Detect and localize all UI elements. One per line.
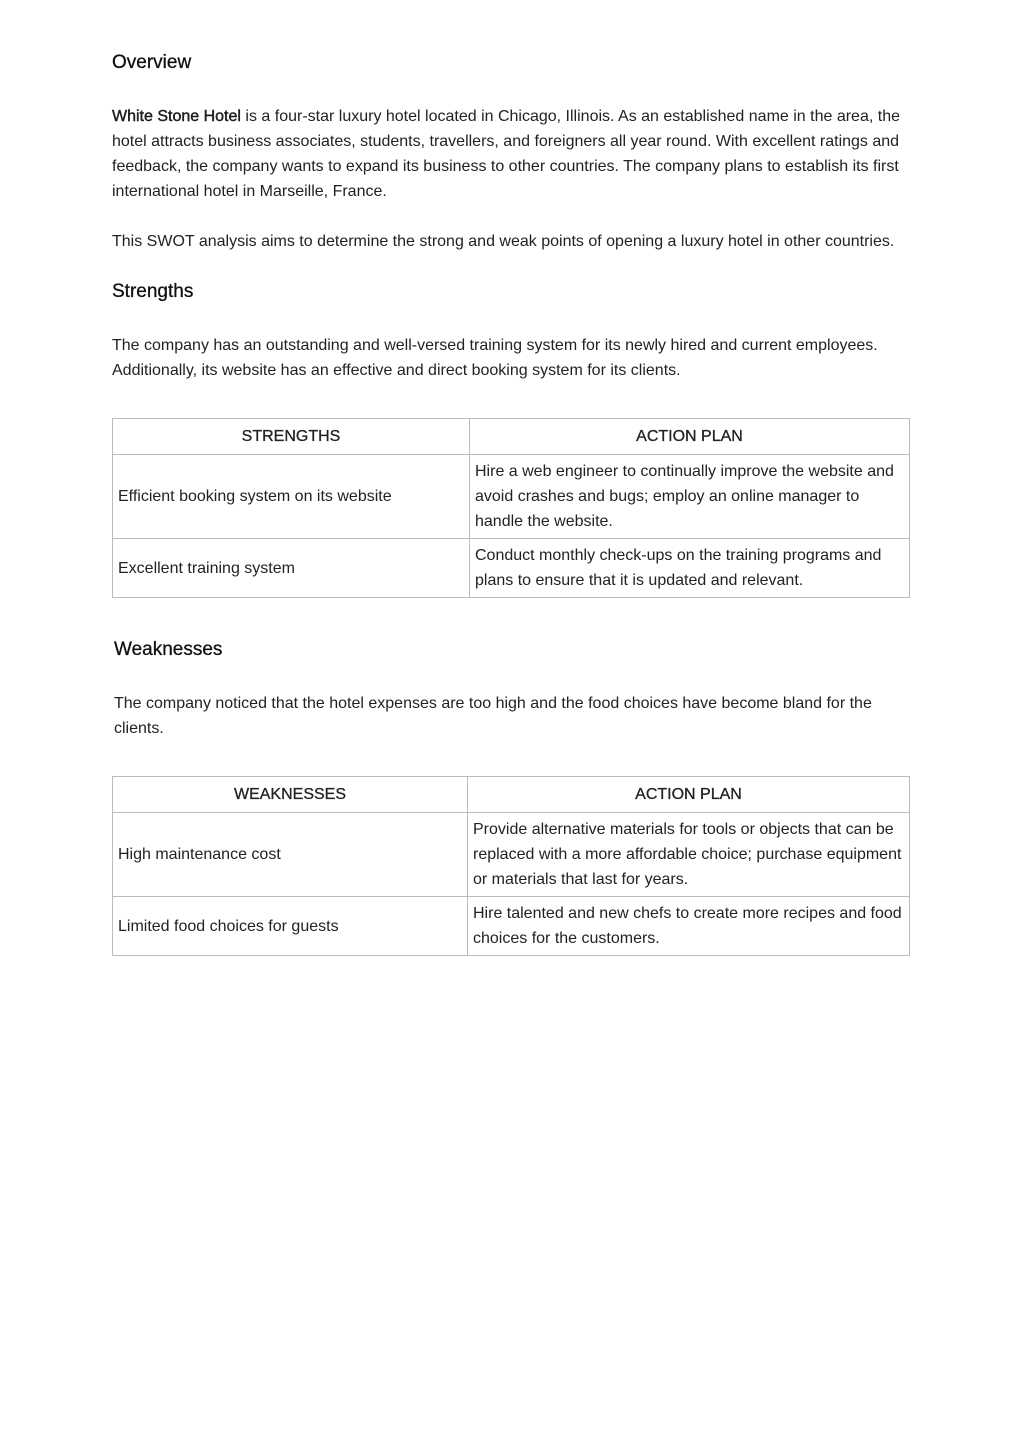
weaknesses-paragraph: The company noticed that the hotel expenses are too high and the food choices have become bland for the clients. bbox=[114, 695, 872, 737]
action-plan: Conduct monthly check-ups on the training programs and plans to ensure that it is updated and relevant. bbox=[470, 539, 910, 598]
weakness-item: Limited food choices for guests bbox=[113, 897, 468, 956]
overview-paragraph bbox=[112, 104, 912, 204]
strength-item: Efficient booking system on its website bbox=[113, 455, 470, 539]
hotel-name: White Stone Hotel bbox=[112, 108, 241, 125]
header-action-plan: ACTION PLAN bbox=[470, 419, 910, 455]
overview-text: is a four-star luxury hotel located in Chicago, Illinois. As an established name in the area, the hotel attracts business associates, students, travellers, and foreigners all year round. With excellent ratings and feedback, the company wants to expand its business to other countries. The company plans to establish its first international hotel in Marseille, France. bbox=[112, 108, 900, 200]
action-plan: Hire a web engineer to continually improve the website and avoid crashes and bugs; employ an online manager to handle the website. bbox=[470, 455, 910, 539]
header-strengths: STRENGTHS bbox=[113, 419, 470, 455]
table-row bbox=[113, 539, 910, 598]
strengths-paragraph: The company has an outstanding and well-versed training system for its newly hired and current employees. Additionally, its website has an effective and direct booking system for its clients. bbox=[112, 337, 878, 379]
strengths-table bbox=[112, 418, 910, 598]
table-row bbox=[113, 897, 910, 956]
strength-item: Excellent training system bbox=[113, 539, 470, 598]
header-weaknesses: WEAKNESSES bbox=[113, 777, 468, 813]
action-plan: Provide alternative materials for tools or objects that can be replaced with a more affordable choice; purchase equipment or materials that last for years. bbox=[468, 813, 910, 897]
table-row bbox=[113, 813, 910, 897]
table-row bbox=[113, 455, 910, 539]
action-plan: Hire talented and new chefs to create more recipes and food choices for the customers. bbox=[468, 897, 910, 956]
weaknesses-table bbox=[112, 776, 910, 956]
header-action-plan: ACTION PLAN bbox=[468, 777, 910, 813]
swot-purpose: This SWOT analysis aims to determine the strong and weak points of opening a luxury hotel in other countries. bbox=[112, 233, 895, 250]
overview-heading: Overview bbox=[112, 52, 192, 73]
weakness-item: High maintenance cost bbox=[113, 813, 468, 897]
strengths-heading: Strengths bbox=[112, 281, 194, 302]
weaknesses-heading: Weaknesses bbox=[114, 639, 223, 660]
